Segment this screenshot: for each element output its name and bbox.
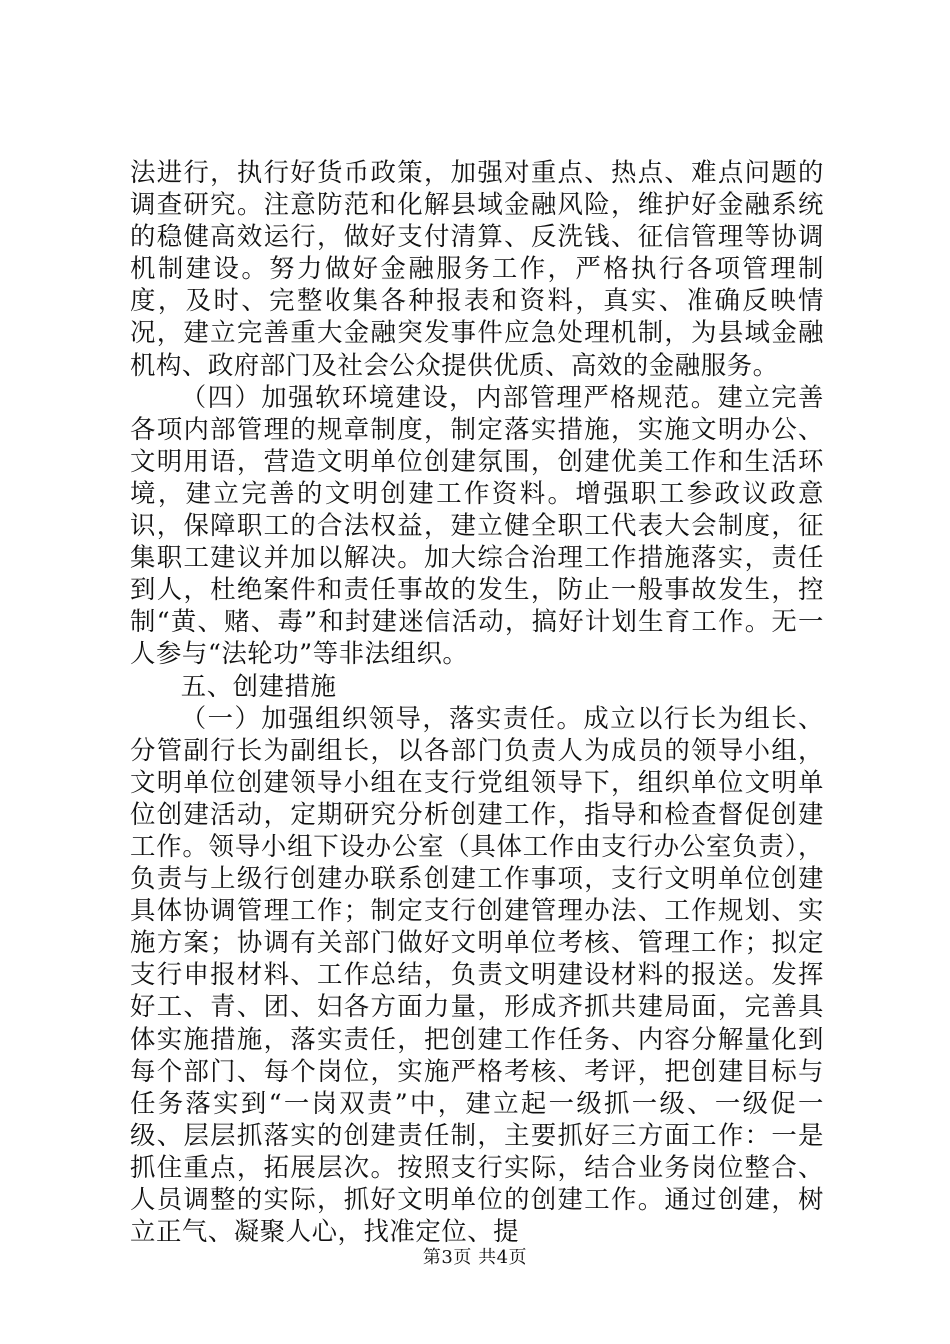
section-heading-five: 五、创建措施: [180, 670, 337, 701]
paragraph-continuation: 法进行，执行好货币政策，加强对重点、热点、难点问题的调查研究。注意防范和化解县域金融风险，维护好金融系统的稳健高效运行，做好支付清算、反洗钱、征信管理等协调机制建设。努力做好金融服务工作，严格执行各项管理制度，及时、完整收集各种报表和资料，真实、准确反映情况，建立完善重大金融突发事件应急处理机制，为县域金融机构、政府部门及社会公众提供优质、高效的金融服务。: [130, 157, 824, 380]
body-text: [130, 156, 824, 1247]
page-footer: 第3页 共4页: [422, 1247, 528, 1268]
paragraph-measure-one: （一）加强组织领导，落实责任。成立以行长为组长、分管副行长为副组长，以各部门负责人为成员的领导小组，文明单位创建领导小组在支行党组领导下，组织单位文明单位创建活动，定期研究分析创建工作，指导和检查督促创建工作。领导小组下设办公室（具体工作由支行办公室负责），负责与上级行创建办联系创建工作事项，支行文明单位创建具体协调管理工作；制定支行创建管理办法、工作规划、实施方案；协调有关部门做好文明单位考核、管理工作；拟定支行申报材料、工作总结，负责文明建设材料的报送。发挥好工、青、团、妇各方面力量，形成齐抓共建局面，完善具体实施措施，落实责任，把创建工作任务、内容分解量化到每个部门、每个岗位，实施严格考核、考评，把创建目标与任务落实到“一岗双责”中，建立起一级抓一级、一级促一级、层层抓落实的创建责任制，主要抓好三方面工作：一是抓住重点，拓展层次。按照支行实际，结合业务岗位整合、人员调整的实际，抓好文明单位的创建工作。通过创建，树立正气、凝聚人心，找准定位、提: [130, 702, 824, 1247]
paragraph-section-four: （四）加强软环境建设，内部管理严格规范。建立完善各项内部管理的规章制度，制定落实措施，实施文明办公、文明用语，营造文明单位创建氛围，创建优美工作和生活环境，建立完善的文明创建工作资料。增强职工参政议政意识，保障职工的合法权益，建立健全职工代表大会制度，征集职工建议并加以解决。加大综合治理工作措施落实，责任到人，杜绝案件和责任事故的发生，防止一般事故发生，控制“黄、赌、毒”和封建迷信活动，搞好计划生育工作。无一人参与“法轮功”等非法组织。: [130, 381, 824, 669]
